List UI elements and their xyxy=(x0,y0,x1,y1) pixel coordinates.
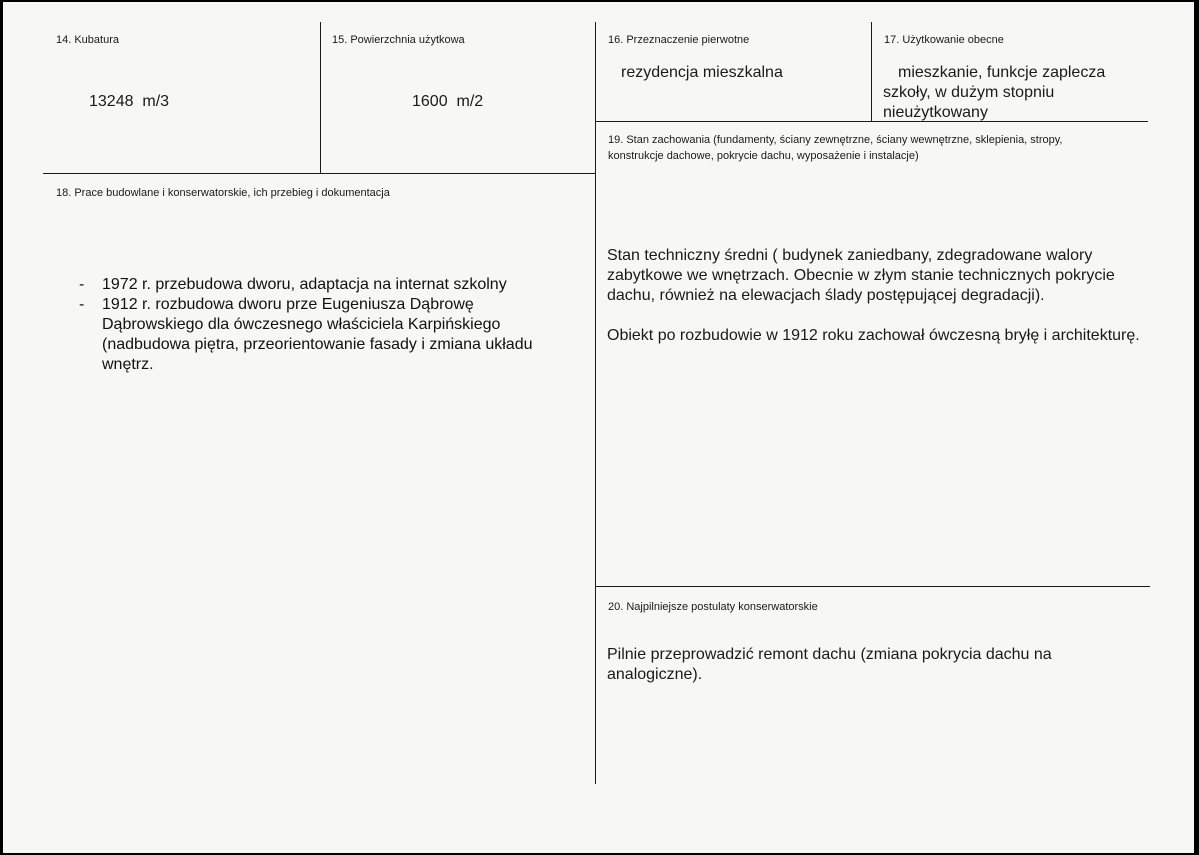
divider-14-15 xyxy=(320,22,321,174)
postulaty-value: Pilnie przeprowadzić remont dachu (zmiana pokrycia dachu na analogiczne). xyxy=(607,646,1052,683)
uzytkowanie-label: 17. Użytkowanie obecne xyxy=(884,34,1004,46)
kubatura-label: 14. Kubatura xyxy=(56,34,119,46)
divider-16-17 xyxy=(871,22,872,122)
uzytkowanie-value: mieszkanie, funkcje zaplecza szkoły, w dużym stopniu nieużytkowany xyxy=(883,64,1106,121)
rule-above-20 xyxy=(595,586,1150,587)
record-card xyxy=(3,2,1194,853)
postulaty-label: 20. Najpilniejsze postulaty konserwatorskie xyxy=(608,601,818,613)
powierzchnia-value: 1600 m/2 xyxy=(412,93,484,110)
stan-text xyxy=(607,246,1142,366)
stan-paragraph: Stan techniczny średni ( budynek zaniedbany, zdegradowane walory zabytkowe we wnętrzach. Obecnie w złym stanie technicznych pokrycie dachu, również na elewacjach ślady postępującej degradacji). xyxy=(607,247,1115,304)
list-item: - 1972 r. przebudowa dworu, adaptacja na internat szkolny xyxy=(56,275,576,295)
kubatura-value: 13248 m/3 xyxy=(89,93,170,110)
divider-main xyxy=(595,22,596,784)
stan-paragraph: Obiekt po rozbudowie w 1912 roku zachował ówczesną bryłę i architekturę. xyxy=(607,327,1140,344)
rule-under-14-15 xyxy=(43,173,596,174)
powierzchnia-label: 15. Powierzchnia użytkowa xyxy=(332,34,465,46)
list-item: - 1912 r. rozbudowa dworu prze Eugeniusza Dąbrowę Dąbrowskiego dla ówczesnego właściciela Karpińskiego (nadbudowa piętra, przeorientowanie fasady i zmiana układu wnętrz. xyxy=(56,295,576,375)
prace-list xyxy=(56,275,576,375)
przeznaczenie-label: 16. Przeznaczenie pierwotne xyxy=(608,34,750,46)
prace-label: 18. Prace budowlane i konserwatorskie, ich przebieg i dokumentacja xyxy=(56,187,390,199)
przeznaczenie-value: rezydencja mieszkalna xyxy=(621,64,783,81)
stan-label: 19. Stan zachowania (fundamenty, ściany zewnętrzne, ściany wewnętrzne, sklepienia, stropy, konstrukcje dachowe, pokrycie dachu, wyposażenie i instalacje) xyxy=(608,134,1063,162)
